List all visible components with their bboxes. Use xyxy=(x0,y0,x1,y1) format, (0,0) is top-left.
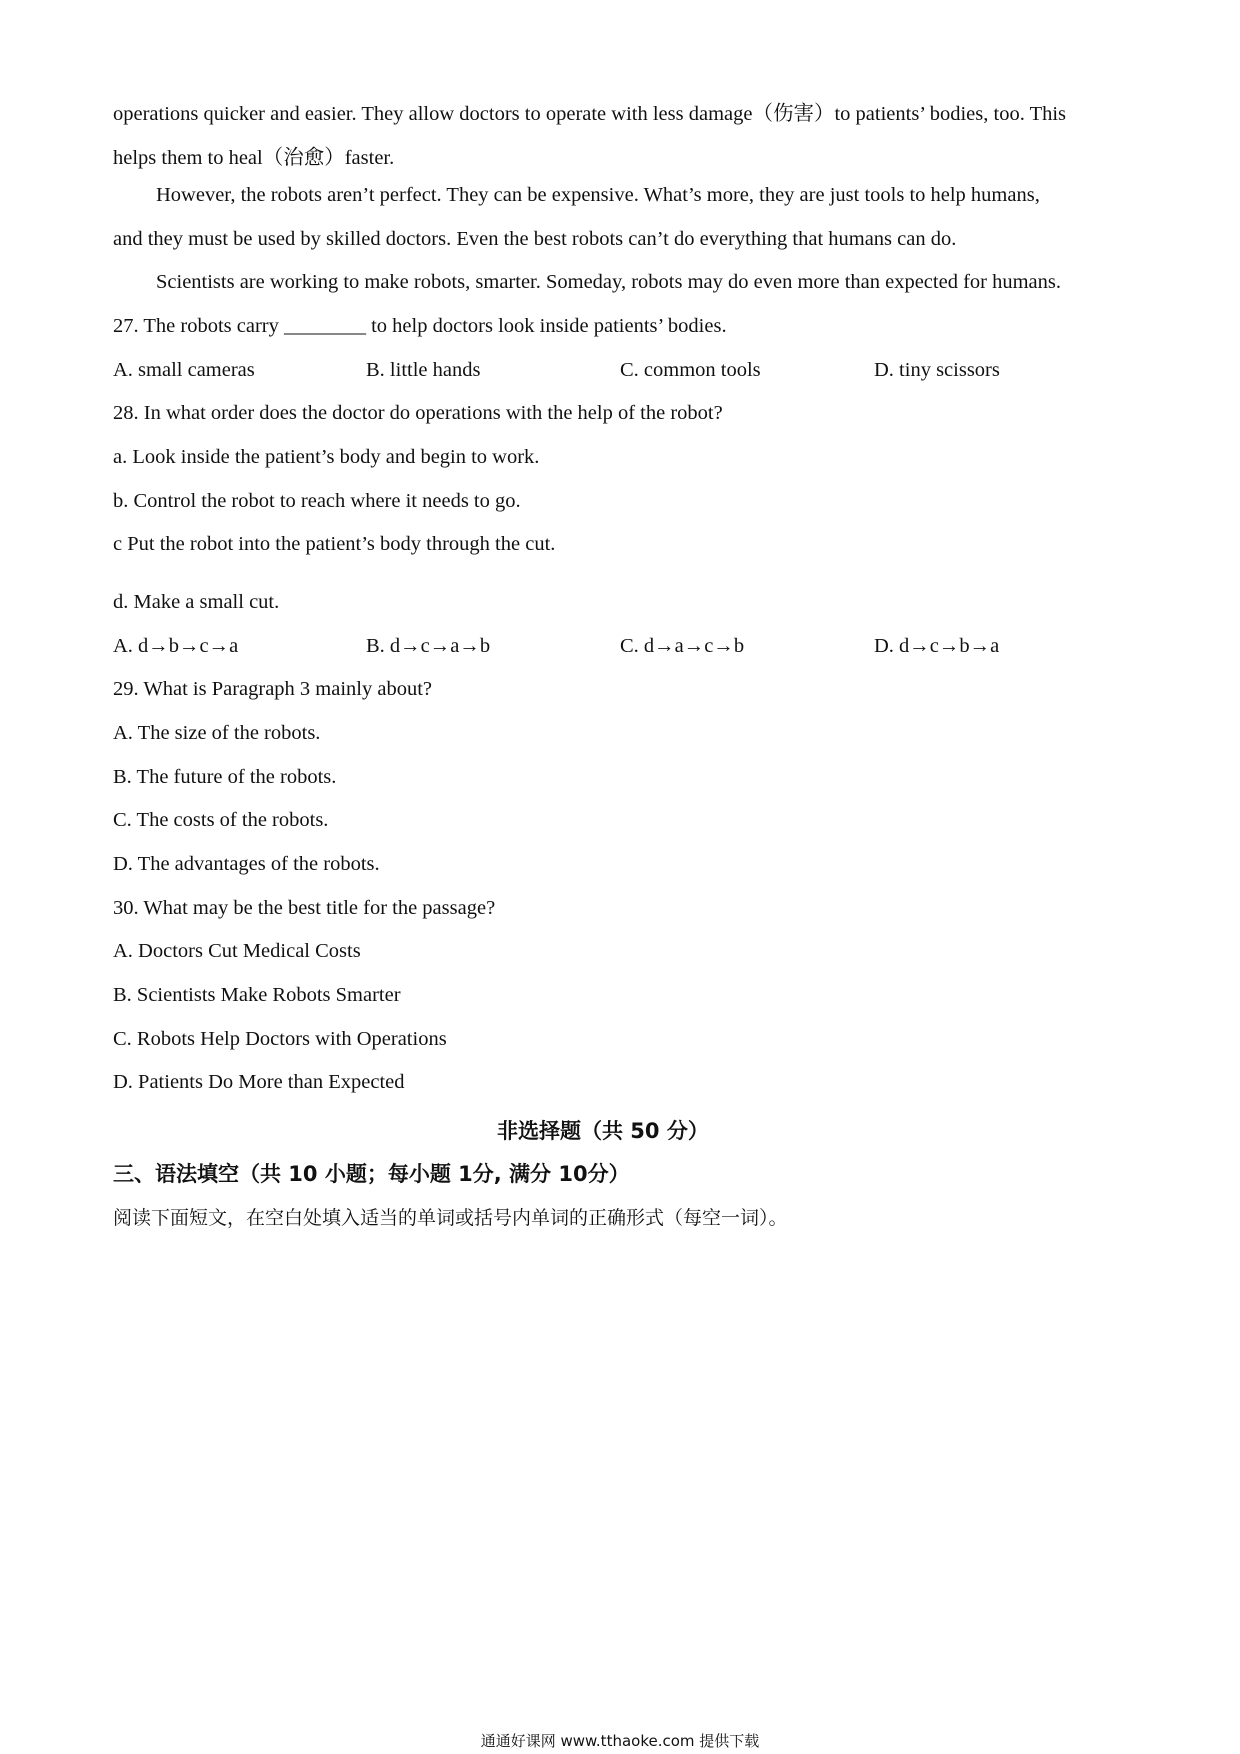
question-30-option-c: C. Robots Help Doctors with Operations xyxy=(113,1028,447,1050)
option-a: A. small cameras xyxy=(113,359,255,381)
option-a: A. d→b→c→a xyxy=(113,635,239,657)
passage-line: However, the robots aren’t perfect. They can be expensive. What’s more, they are just tools to help humans, xyxy=(156,184,1040,206)
page-footer: 通通好课网 www.tthaoke.com 提供下载 xyxy=(480,1732,760,1750)
part-title: 非选择题（共 50 分） xyxy=(497,1119,709,1143)
question-29-option-a: A. The size of the robots. xyxy=(113,722,321,744)
passage-line: helps them to heal（治愈）faster. xyxy=(113,147,395,169)
option-d: D. tiny scissors xyxy=(874,359,1000,381)
question-29-option-b: B. The future of the robots. xyxy=(113,766,337,788)
question-30-option-b: B. Scientists Make Robots Smarter xyxy=(113,984,401,1006)
question-30-option-a: A. Doctors Cut Medical Costs xyxy=(113,940,361,962)
question-29-option-c: C. The costs of the robots. xyxy=(113,809,329,831)
question-30-stem: 30. What may be the best title for the passage? xyxy=(113,897,496,919)
option-d: D. d→c→b→a xyxy=(874,635,1000,657)
question-28-step: b. Control the robot to reach where it needs to go. xyxy=(113,490,521,512)
question-28-step: a. Look inside the patient’s body and begin to work. xyxy=(113,446,540,468)
section-instruction: 阅读下面短文，在空白处填入适当的单词或括号内单词的正确形式（每空一词）。 xyxy=(113,1207,788,1229)
question-27-stem: 27. The robots carry ________ to help doctors look inside patients’ bodies. xyxy=(113,315,727,337)
question-30-option-d: D. Patients Do More than Expected xyxy=(113,1071,405,1093)
section-title: 三、语法填空（共 10 小题；每小题 1分, 满分 10分） xyxy=(113,1162,630,1186)
option-c: C. common tools xyxy=(620,359,761,381)
question-29-stem: 29. What is Paragraph 3 mainly about? xyxy=(113,678,433,700)
passage-line: operations quicker and easier. They allow doctors to operate with less damage（伤害）to patients’ bodies, too. This xyxy=(113,103,1067,125)
option-b: B. d→c→a→b xyxy=(366,635,491,657)
question-28-stem: 28. In what order does the doctor do operations with the help of the robot? xyxy=(113,402,723,424)
passage-line: and they must be used by skilled doctors. Even the best robots can’t do everything that humans can do. xyxy=(113,228,957,250)
question-28-step: d. Make a small cut. xyxy=(113,591,280,613)
question-29-option-d: D. The advantages of the robots. xyxy=(113,853,380,875)
passage-line: Scientists are working to make robots, smarter. Someday, robots may do even more than expected for humans. xyxy=(156,271,1062,293)
option-b: B. little hands xyxy=(366,359,481,381)
question-28-step: c Put the robot into the patient’s body through the cut. xyxy=(113,533,556,555)
option-c: C. d→a→c→b xyxy=(620,635,745,657)
